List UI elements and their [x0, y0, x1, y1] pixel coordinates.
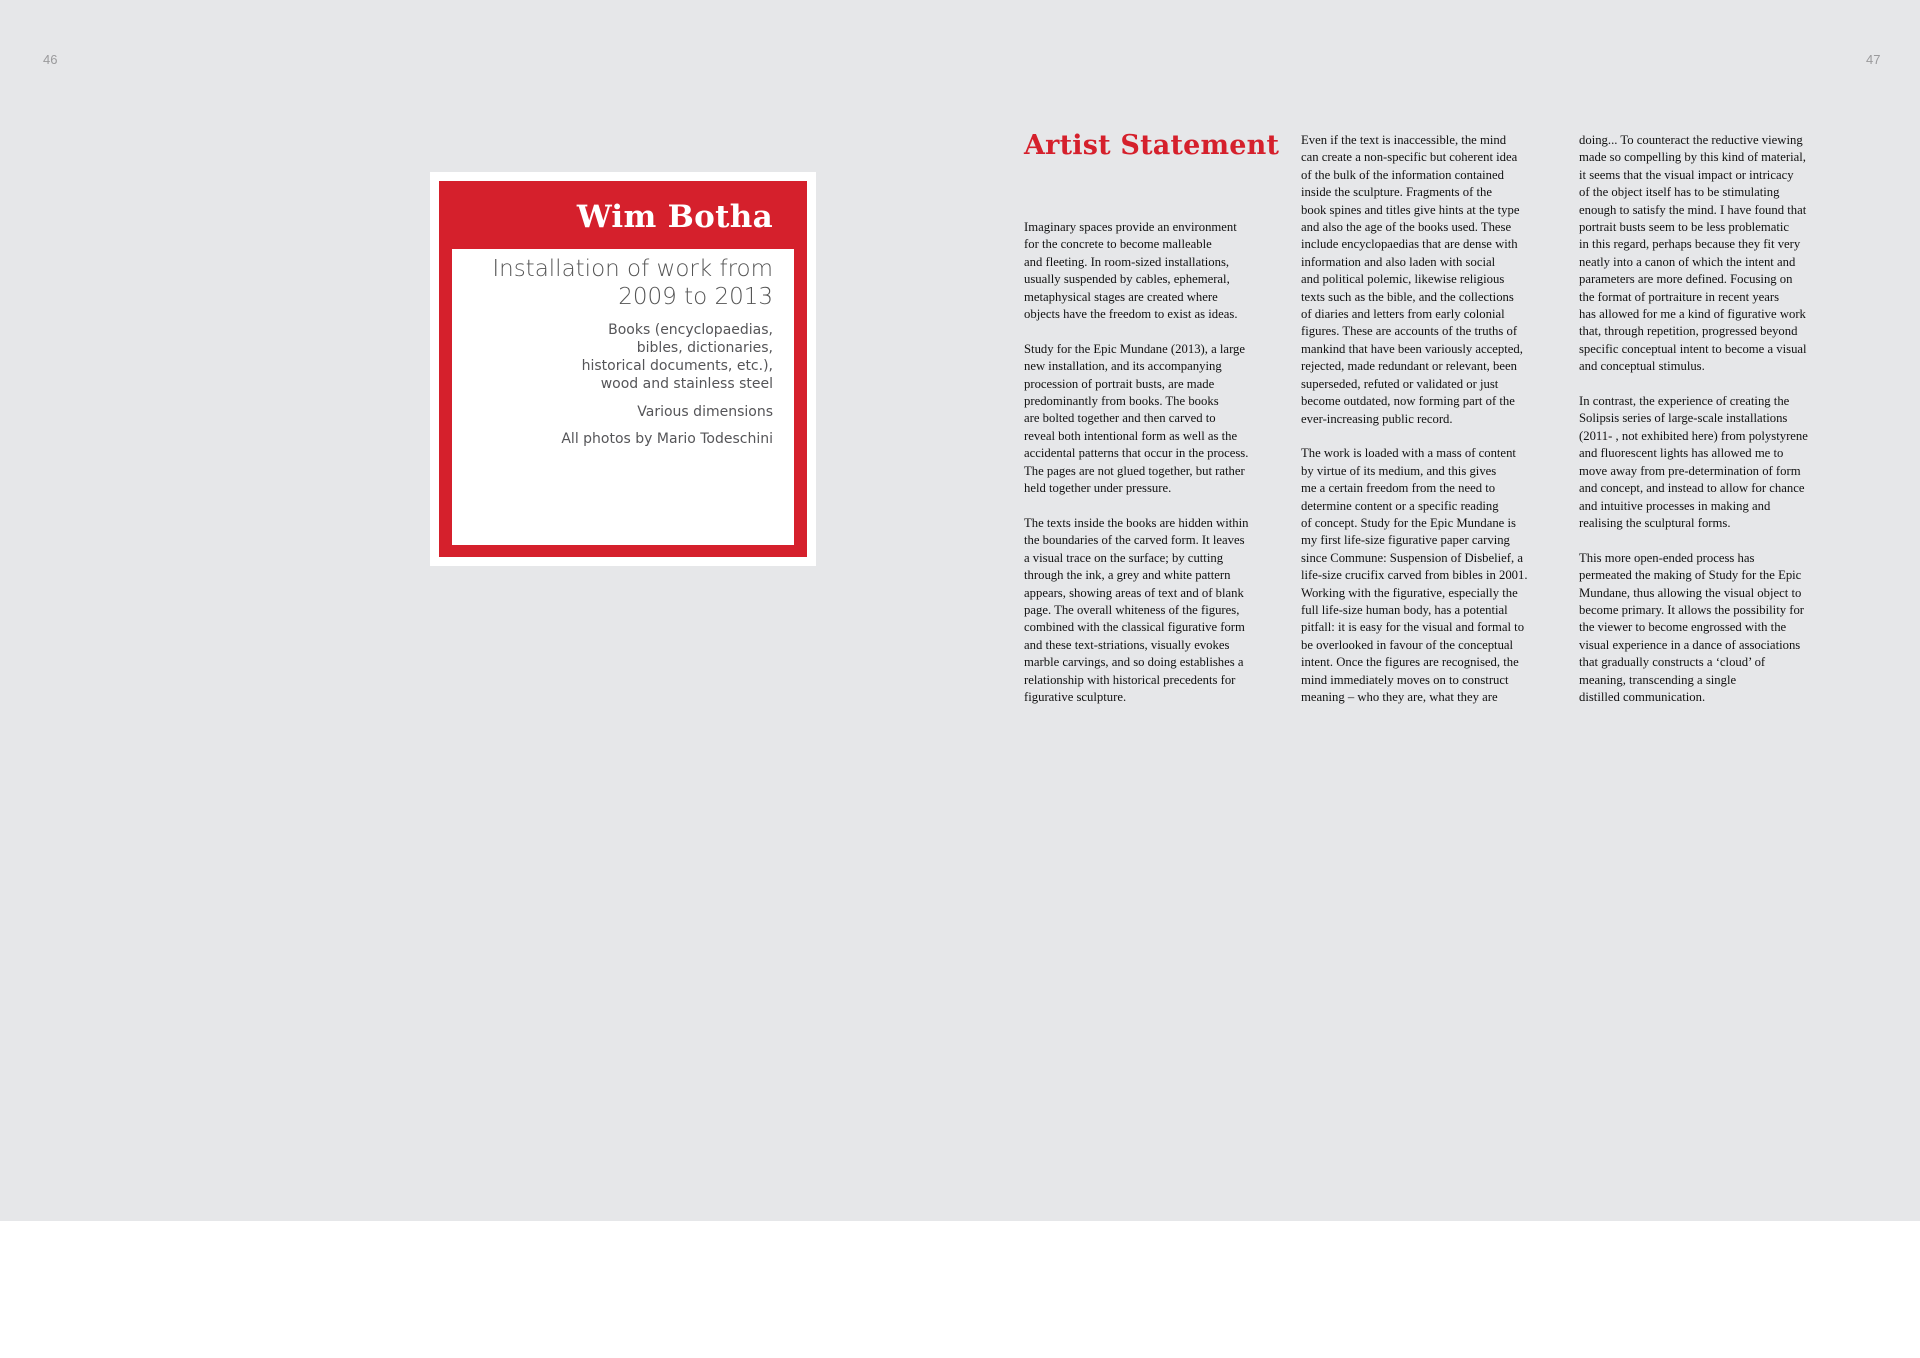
paragraph: doing... To counteract the reductive viewing made so compelling by this kind of material, it seems that the visual impact or intricacy of the object itself has to be stimulating enough to satisfy the mind. I have found that portrait busts seem to be less problematic in this regard, perhaps because they fit very neatly into a canon of which the intent and parameters are more defined. Focusing on the format of portraiture in recent years has allowed for me a kind of figurative work that, through repetition, progressed beyond specific conceptual intent to become a visual and conceptual stimulus. — [1579, 133, 1807, 374]
paragraph: In contrast, the experience of creating the Solipsis series of large-scale installations (2011- , not exhibited here) from polystyrene and fluorescent lights has allowed me to move away from pre-determination of form and concept, and instead to allow for chance and intuitive processes in making and realising the sculptural forms. — [1579, 394, 1808, 530]
page-number-left: 46 — [43, 52, 58, 67]
statement-heading: Artist Statement — [1024, 130, 1280, 161]
card-red-frame — [439, 181, 807, 557]
paragraph: Imaginary spaces provide an environment for the concrete to become malleable and fleeting. In room-sized installations, usually suspended by cables, ephemeral, metaphysical stages are created where objects have the freedom to exist as ideas. — [1024, 220, 1238, 322]
artist-info-card — [430, 172, 816, 566]
materials-text: Books (encyclopaedias, bibles, dictionaries, historical documents, etc.), wood and stainless steel — [581, 322, 773, 392]
page-number-right: 47 — [1866, 52, 1881, 67]
photo-credit: All photos by Mario Todeschini — [561, 431, 773, 447]
paragraph: The texts inside the books are hidden within the boundaries of the carved form. It leaves a visual trace on the surface; by cutting through the ink, a grey and white pattern appears, showing areas of text and of blank page. The overall whiteness of the figures, combined with the classical figurative form and these text-striations, visually evokes marble carvings, and so doing establishes a relationship with historical precedents for figurative sculpture. — [1024, 515, 1249, 704]
statement-column-2 — [1301, 132, 1559, 724]
artist-name: Wim Botha — [576, 199, 773, 235]
card-details — [452, 249, 794, 545]
paragraph: Study for the Epic Mundane (2013), a large new installation, and its accompanying procession of portrait busts, are made predominantly from books. The books are bolted together and then carved to reveal both intentional form as well as the accidental patterns that occur in the process. The pages are not glued together, but rather held together under pressure. — [1024, 341, 1249, 496]
dimensions-text: Various dimensions — [637, 404, 773, 420]
paragraph: This more open-ended process has permeated the making of Study for the Epic Mundane, thus allowing the visual object to become primary. It allows the possibility for the viewer to become engrossed with the visual experience in a dance of associations that gradually constructs a ‘cloud’ of meaning, transcending a single distilled communication. — [1579, 550, 1805, 704]
paragraph: Even if the text is inaccessible, the mind can create a non-specific but coherent idea of the bulk of the information contained inside the sculpture. Fragments of the book spines and titles give hints at the type and also the age of the books used. These include encyclopaedias that are dense with information and also laden with social and political polemic, likewise religious texts such as the bible, and the collections of diaries and letters from early colonial figures. These are accounts of the truths of mankind that have been variously accepted, rejected, made redundant or relevant, been superseded, refuted or validated or just become outdated, now forming part of the ever-increasing public record. — [1301, 133, 1523, 426]
statement-column-3 — [1579, 132, 1837, 724]
statement-column-1 — [1024, 219, 1282, 724]
paragraph: The work is loaded with a mass of content by virtue of its medium, and this gives me a certain freedom from the need to determine content or a specific reading of concept. Study for the Epic Mundane is my first life-size figurative paper carving since Commune: Suspension of Disbelief, a life-size crucifix carved from bibles in 2001. Working with the figurative, especially the full life-size human body, has a potential pitfall: it is easy for the visual and formal to be overlooked in favour of the conceptual intent. Once the figures are recognised, the mind immediately moves on to construct meaning – who they are, what they are — [1301, 446, 1528, 704]
installation-subtitle: Installation of work from 2009 to 2013 — [492, 256, 773, 310]
